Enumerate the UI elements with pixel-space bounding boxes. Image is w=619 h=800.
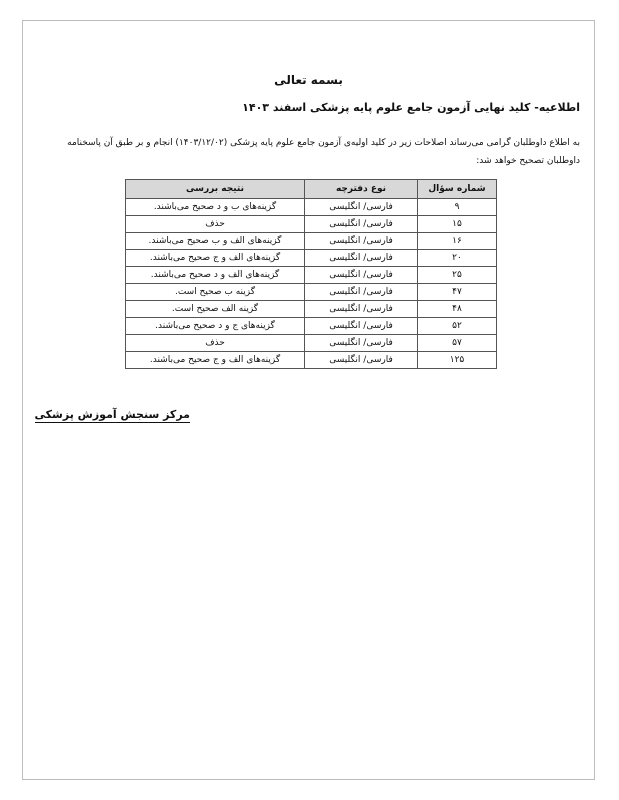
review-result: گزینه‌های ج و د صحیح می‌باشند.: [126, 318, 305, 335]
table-row: [126, 284, 497, 301]
table-row: [126, 335, 497, 352]
table-row: [126, 267, 497, 284]
table-row: [126, 318, 497, 335]
booklet-type: فارسی/ انگلیسی: [305, 250, 418, 267]
document-page: [22, 20, 595, 780]
table-row: [126, 301, 497, 318]
question-number: ۱۶: [418, 233, 497, 250]
table-row: [126, 352, 497, 369]
announcement-title: اطلاعیه- کلید نهایی آزمون جامع علوم پایه پزشکی اسفند ۱۴۰۳: [242, 101, 580, 114]
table-row: [126, 250, 497, 267]
table-row: [126, 233, 497, 250]
question-number: ۴۷: [418, 284, 497, 301]
column-header-result: نتیجه بررسی: [126, 180, 305, 199]
review-result: گزینه ب صحیح است.: [126, 284, 305, 301]
booklet-type: فارسی/ انگلیسی: [305, 301, 418, 318]
review-result: گزینه‌های الف و ج صحیح می‌باشند.: [126, 250, 305, 267]
review-result: گزینه‌های الف و ب صحیح می‌باشند.: [126, 233, 305, 250]
column-header-question: شماره سؤال: [418, 180, 497, 199]
review-result: حذف: [126, 216, 305, 233]
booklet-type: فارسی/ انگلیسی: [305, 284, 418, 301]
table-row: [126, 199, 497, 216]
announcement-body: به اطلاع داوطلبان گرامی می‌رساند اصلاحات زیر در کلید اولیه‌ی آزمون جامع علوم پایه پزشکی (۱۴۰۳/۱۲/۰۲) انجام و بر طبق آن پاسخنامه داوطلبان تصحیح خواهد شد:: [67, 138, 580, 166]
question-number: ۹: [418, 199, 497, 216]
booklet-type: فارسی/ انگلیسی: [305, 216, 418, 233]
booklet-type: فارسی/ انگلیسی: [305, 335, 418, 352]
table-row: [126, 216, 497, 233]
question-number: ۵۷: [418, 335, 497, 352]
answer-key-table-wrapper: [125, 179, 497, 369]
question-number: ۲۵: [418, 267, 497, 284]
review-result: گزینه‌های الف و ج صحیح می‌باشند.: [126, 352, 305, 369]
booklet-type: فارسی/ انگلیسی: [305, 318, 418, 335]
review-result: گزینه‌های ب و د صحیح می‌باشند.: [126, 199, 305, 216]
table-header-row: [126, 180, 497, 199]
question-number: ۱۵: [418, 216, 497, 233]
booklet-type: فارسی/ انگلیسی: [305, 352, 418, 369]
question-number: ۲۰: [418, 250, 497, 267]
document-heading: بسمه تعالی: [274, 73, 343, 87]
question-number: ۵۲: [418, 318, 497, 335]
booklet-type: فارسی/ انگلیسی: [305, 199, 418, 216]
review-result: حذف: [126, 335, 305, 352]
answer-key-table: [125, 179, 497, 369]
signature-organization: مرکز سنجش آموزش پزشکی: [34, 408, 190, 421]
review-result: گزینه الف صحیح است.: [126, 301, 305, 318]
review-result: گزینه‌های الف و د صحیح می‌باشند.: [126, 267, 305, 284]
question-number: ۱۲۵: [418, 352, 497, 369]
column-header-booklet: نوع دفترچه: [305, 180, 418, 199]
question-number: ۴۸: [418, 301, 497, 318]
booklet-type: فارسی/ انگلیسی: [305, 233, 418, 250]
booklet-type: فارسی/ انگلیسی: [305, 267, 418, 284]
